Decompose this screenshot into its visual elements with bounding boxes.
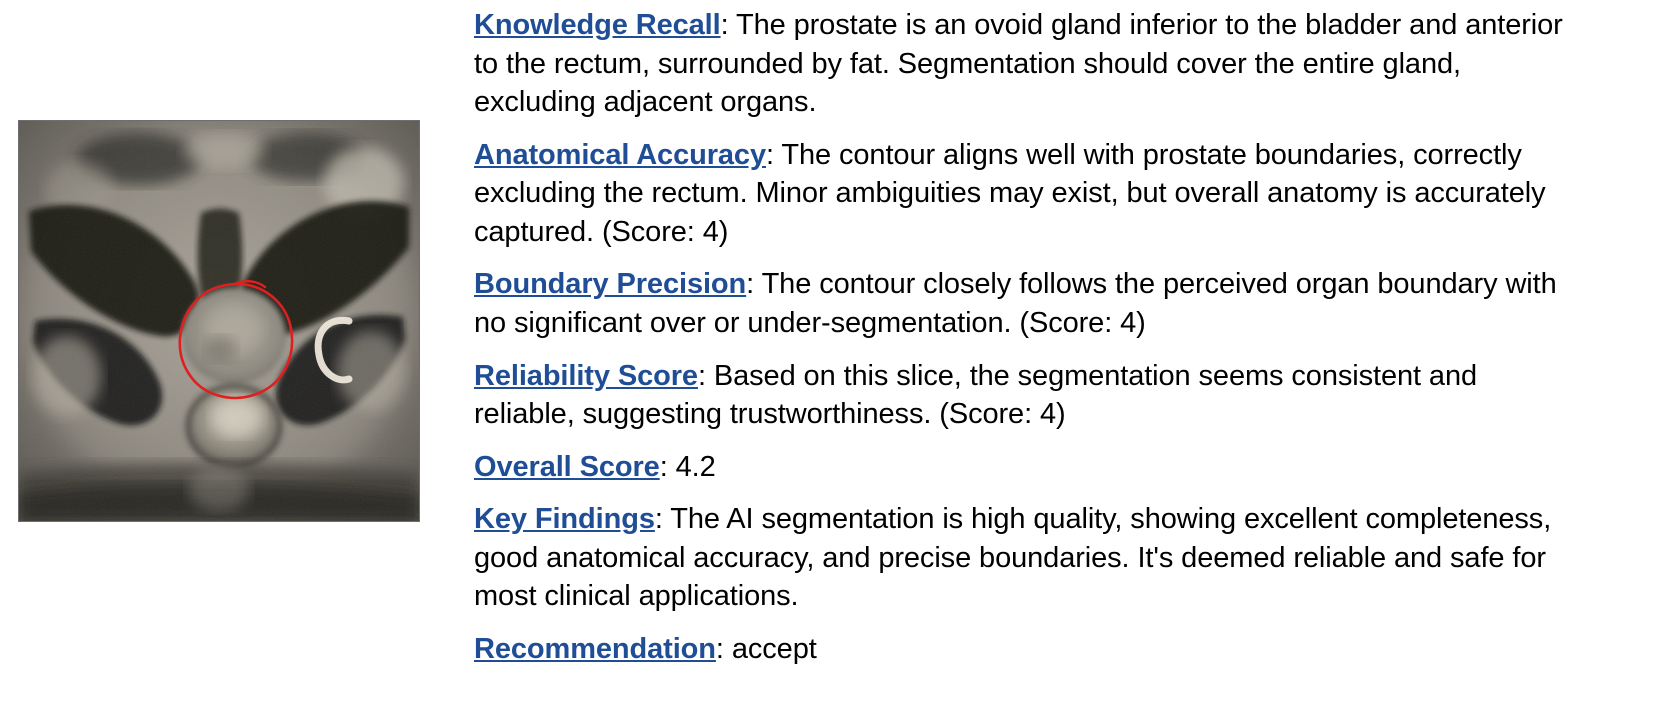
recommendation-value: accept (731, 632, 817, 665)
section-overall-score (474, 448, 1579, 487)
section-recommendation (474, 630, 1579, 669)
image-panel (0, 0, 470, 714)
section-separator: : (746, 268, 762, 301)
section-body: The contour closely follows the perceived organ boundary with no significant over or under-segmentation. (Score: 4) (474, 268, 1557, 339)
mri-image-frame (18, 120, 420, 522)
section-anatomical-accuracy (474, 136, 1579, 252)
section-body: The AI segmentation is high quality, showing excellent completeness, good anatomical accuracy, and precise boundaries. It's deemed reliable and safe for most clinical applications. (474, 503, 1552, 613)
section-knowledge-recall (474, 6, 1579, 122)
section-heading: Overall Score (474, 450, 660, 483)
section-key-findings (474, 500, 1579, 616)
section-separator: : (715, 632, 732, 665)
section-separator: : (720, 9, 736, 41)
section-reliability-score (474, 357, 1579, 434)
overall-score-value: 4.2 (675, 450, 716, 483)
section-separator: : (697, 359, 714, 392)
section-heading: Boundary Precision (474, 268, 747, 301)
section-body: Based on this slice, the segmentation seems consistent and reliable, suggesting trustworthiness. (Score: 4) (474, 359, 1478, 431)
section-heading: Recommendation (474, 632, 716, 665)
section-body: The contour aligns well with prostate boundaries, correctly excluding the rectum. Minor ambiguities may exist, but overall anatomy is accurately captured. (Score: 4) (474, 138, 1546, 248)
section-heading: Knowledge Recall (474, 9, 721, 41)
section-heading: Anatomical Accuracy (474, 138, 766, 171)
prostate-mri-axial-slice (19, 121, 419, 521)
evaluation-report (470, 0, 1660, 668)
section-heading: Key Findings (474, 503, 655, 536)
section-separator: : (659, 450, 676, 483)
section-separator: : (765, 138, 782, 171)
section-heading: Reliability Score (474, 359, 698, 392)
section-body: The prostate is an ovoid gland inferior to the bladder and anterior to the rectum, surrounded by fat. Segmentation should cover the entire gland, excluding adjacent organs. (474, 9, 1563, 119)
section-separator: : (654, 503, 671, 536)
section-boundary-precision (474, 265, 1579, 342)
